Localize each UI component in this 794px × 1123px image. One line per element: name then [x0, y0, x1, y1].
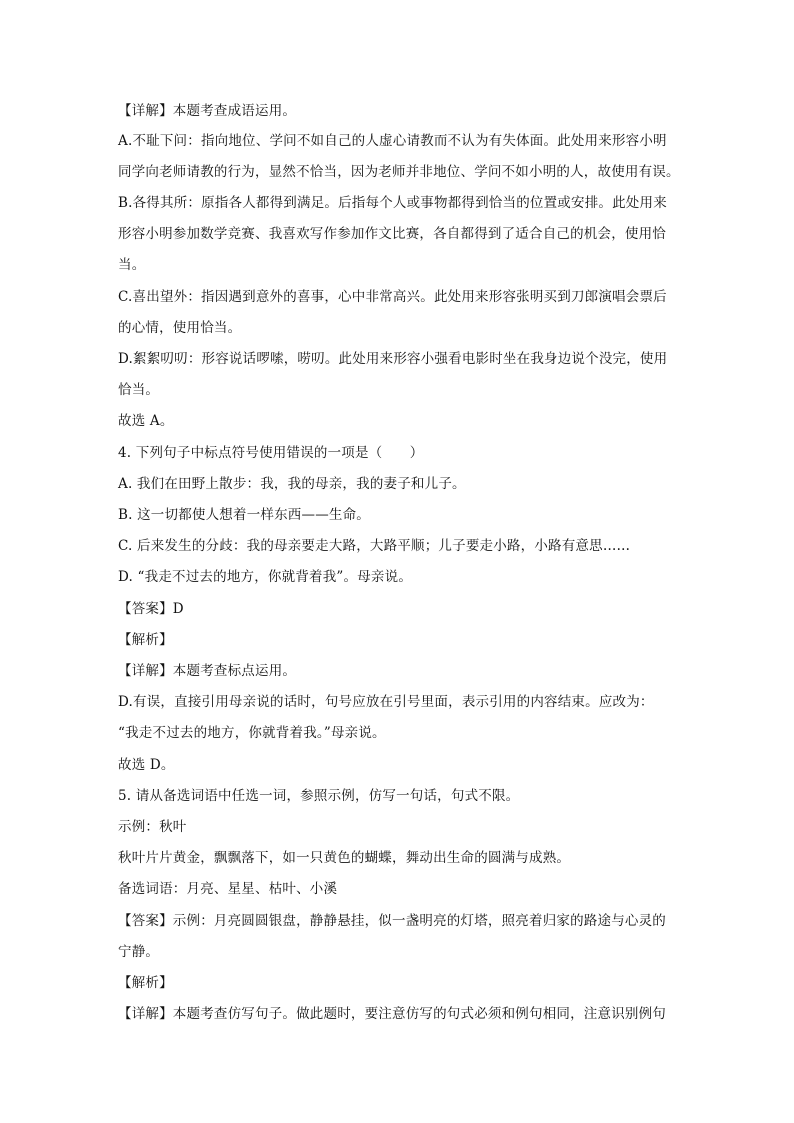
text-line: D.有误，直接引用母亲说的话时，句号应放在引号里面，表示引用的内容结束。应改为： [118, 694, 654, 710]
analysis-label: 【解析】 [118, 975, 173, 991]
text-line: 的心情，使用恰当。 [118, 320, 242, 336]
text-line: A.不耻下问：指向地位、学问不如自己的人虚心请教而不认为有失体面。此处用来形容小明 [118, 133, 667, 149]
text-line: 同学向老师请教的行为，显然不恰当，因为老师并非地位、学问不如小明的人，故使用有误。 [118, 164, 680, 180]
text-line: 【详解】本题考查仿写句子。做此题时，要注意仿写的句式必须和例句相同，注意识别例句 [118, 1006, 666, 1022]
answer-label: 【答案】D [118, 601, 184, 617]
question-5: 5. 请从备选词语中任选一词，参照示例，仿写一句话，句式不限。 [118, 788, 520, 804]
text-line: C.喜出望外：指因遇到意外的喜事，心中非常高兴。此处用来形容张明买到刀郎演唱会票后 [118, 289, 667, 305]
text-line: 恰当。 [118, 382, 160, 398]
analysis-label: 【解析】 [118, 632, 173, 648]
text-line: D.絮絮叨叨：形容说话啰嗦，唠叨。此处用来形容小强看电影时坐在我身边说个没完，使用 [118, 351, 668, 367]
text-line: 示例：秋叶 [118, 819, 187, 835]
text-line: 【详解】本题考查成语运用。 [118, 103, 297, 119]
text-line: 备选词语：月亮、星星、枯叶、小溪 [118, 881, 338, 897]
answer-label: 【答案】示例：月亮圆圆银盘，静静悬挂，似一盏明亮的灯塔，照亮着归家的路途与心灵的 [118, 913, 666, 929]
option-b: B. 这一切都使人想着一样东西——生命。 [118, 507, 371, 523]
option-d: D. “我走不过去的地方，你就背着我”。母亲说。 [118, 569, 413, 585]
text-line: “我走不过去的地方，你就背着我。”母亲说。 [118, 725, 386, 741]
text-line: 形容小明参加数学竞赛、我喜欢写作参加作文比赛，各自都得到了适合自己的机会，使用恰 [118, 226, 666, 242]
option-a: A. 我们在田野上散步：我，我的母亲，我的妻子和儿子。 [118, 476, 466, 492]
text-line: 当。 [118, 257, 146, 273]
text-line: B.各得其所：原指各人都得到满足。后指每个人或事物都得到恰当的位置或安排。此处用来 [118, 195, 667, 211]
text-line: 故选 D。 [118, 757, 175, 773]
text-line: 秋叶片片黄金，飘飘落下，如一只黄色的蝴蝶，舞动出生命的圆满与成熟。 [118, 850, 571, 866]
text-line: 【详解】本题考查标点运用。 [118, 663, 297, 679]
option-c: C. 后来发生的分歧：我的母亲要走大路，大路平顺；儿子要走小路，小路有意思…… [118, 538, 631, 554]
question-4: 4. 下列句子中标点符号使用错误的一项是（ ） [118, 445, 424, 461]
text-line: 宁静。 [118, 944, 160, 960]
text-line: 故选 A。 [118, 413, 174, 429]
